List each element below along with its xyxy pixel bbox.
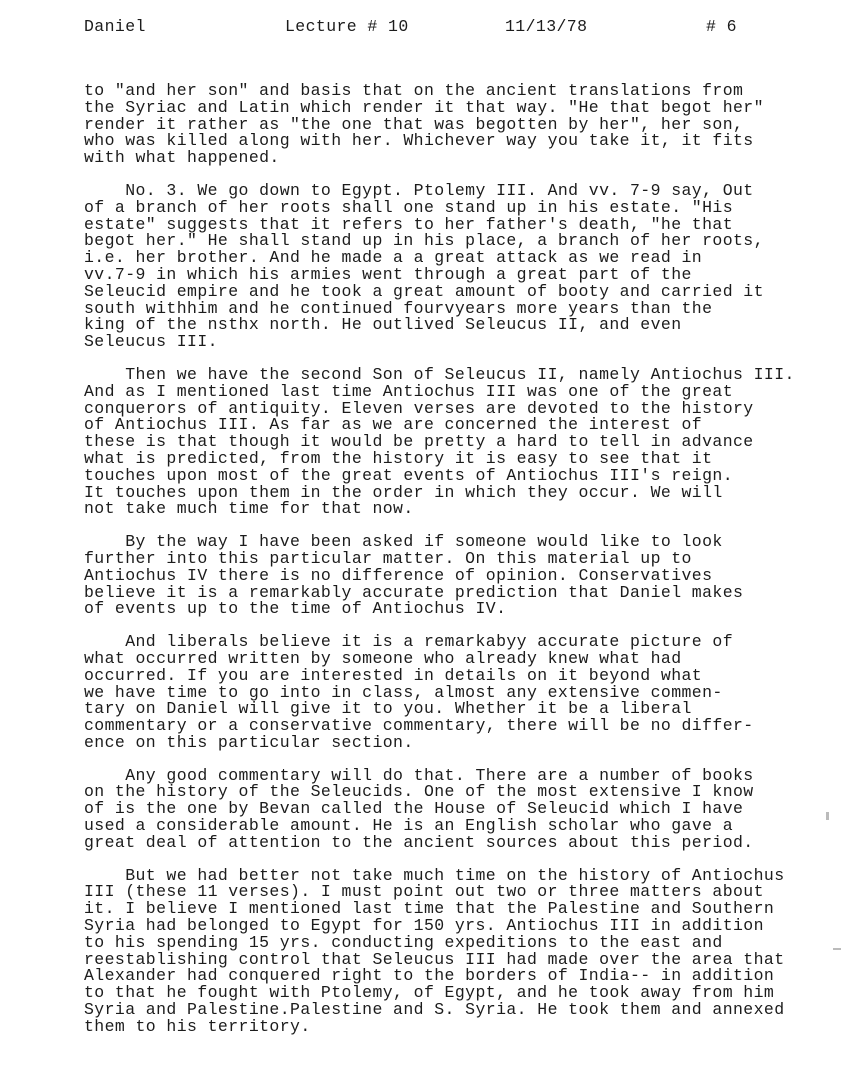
text-line: of Antiochus III. As far as we are concerned the interest of xyxy=(84,415,703,435)
course-title: Daniel xyxy=(84,17,146,36)
text-line: great deal of attention to the ancient sources about this period. xyxy=(84,832,754,852)
paragraph xyxy=(84,83,795,167)
text-line: on the history of the Seleucids. One of the most extensive I know xyxy=(84,782,754,802)
text-line: who was killed along with her. Whichever way you take it, it fits xyxy=(84,131,754,151)
text-line: king of the nsthx north. He outlived Seleucus II, and even xyxy=(84,315,682,335)
text-line: But we had better not take much time on the history of Antiochus xyxy=(84,865,785,885)
paragraph xyxy=(84,180,795,352)
text-line: south withhim and he continued fourvyears more years than the xyxy=(84,298,713,318)
text-line: tary on Daniel will give it to you. Whether it be a liberal xyxy=(84,699,692,719)
text-line: of events up to the time of Antiochus IV. xyxy=(84,599,507,619)
text-line: III (these 11 verses). I must point out two or three matters about xyxy=(84,882,764,902)
text-line: Then we have the second Son of Seleucus II, namely Antiochus III. xyxy=(84,364,795,384)
text-line: And as I mentioned last time Antiochus III was one of the great xyxy=(84,381,734,401)
scan-mark xyxy=(826,812,829,820)
paragraph xyxy=(84,765,795,852)
text-line: these is that though it would be pretty a hard to tell in advance xyxy=(84,432,754,452)
text-line: further into this particular matter. On this material up to xyxy=(84,548,692,568)
page-number: # 6 xyxy=(706,17,737,36)
lecture-number: Lecture # 10 xyxy=(285,17,409,36)
text-line: No. 3. We go down to Egypt. Ptolemy III. And vv. 7-9 say, Out xyxy=(84,180,754,200)
text-line: begot her." He shall stand up in his place, a branch of her roots, xyxy=(84,231,764,251)
text-line: Seleucus III. xyxy=(84,332,218,352)
text-line: Antiochus IV there is no difference of opinion. Conservatives xyxy=(84,565,713,585)
text-line: estate" suggests that it refers to her father's death, "he that xyxy=(84,214,734,234)
text-line: it. I believe I mentioned last time that the Palestine and Southern xyxy=(84,899,775,919)
text-line: By the way I have been asked if someone would like to look xyxy=(84,532,723,552)
text-line: conquerors of antiquity. Eleven verses are devoted to the history xyxy=(84,398,754,418)
paragraph xyxy=(84,865,795,1036)
paragraph xyxy=(84,634,795,752)
text-line: with what happened. xyxy=(84,148,280,168)
paragraph xyxy=(84,364,795,519)
text-line: of is the one by Bevan called the House of Seleucid which I have xyxy=(84,799,744,819)
text-line: to "and her son" and basis that on the ancient translations from xyxy=(84,81,744,100)
text-line: vv.7-9 in which his armies went through a great part of the xyxy=(84,264,692,284)
document-body xyxy=(84,83,795,1052)
text-line: to that he fought with Ptolemy, of Egypt, and he took away from him xyxy=(84,983,775,1003)
text-line: i.e. her brother. And he made a a great attack as we read in xyxy=(84,248,703,268)
text-line: used a considerable amount. He is an English scholar who gave a xyxy=(84,816,734,836)
text-line: to his spending 15 yrs. conducting expeditions to the east and xyxy=(84,932,723,952)
text-line: Seleucid empire and he took a great amount of booty and carried it xyxy=(84,281,764,301)
text-line: Any good commentary will do that. There are a number of books xyxy=(84,765,754,785)
text-line: what is predicted, from the history it is easy to see that it xyxy=(84,448,713,468)
text-line: of a branch of her roots shall one stand up in his estate. "His xyxy=(84,197,734,217)
text-line: not take much time for that now. xyxy=(84,499,414,519)
text-line: ence on this particular section. xyxy=(84,732,414,752)
paragraph xyxy=(84,534,795,618)
text-line: Alexander had conquered right to the borders of India-- in addition xyxy=(84,966,775,986)
text-line: Syria and Palestine.Palestine and S. Syria. He took them and annexed xyxy=(84,1000,785,1020)
scan-mark xyxy=(833,948,841,950)
text-line: And liberals believe it is a remarkabyy accurate picture of xyxy=(84,632,734,652)
text-line: touches upon most of the great events of Antiochus III's reign. xyxy=(84,465,734,485)
text-line: them to his territory. xyxy=(84,1016,311,1036)
text-line: render it rather as "the one that was begotten by her", her son, xyxy=(84,114,744,134)
text-line: believe it is a remarkably accurate prediction that Daniel makes xyxy=(84,582,744,602)
text-line: reestablishing control that Seleucus III had made over the area that xyxy=(84,949,785,969)
text-line: Syria had belonged to Egypt for 150 yrs. Antiochus III in addition xyxy=(84,916,764,936)
text-line: the Syriac and Latin which render it that way. "He that begot her" xyxy=(84,97,764,117)
text-line: It touches upon them in the order in which they occur. We will xyxy=(84,482,723,502)
text-line: occurred. If you are interested in details on it beyond what xyxy=(84,665,703,685)
text-line: what occurred written by someone who already knew what had xyxy=(84,648,682,668)
lecture-date: 11/13/78 xyxy=(505,17,588,36)
text-line: commentary or a conservative commentary, there will be no differ- xyxy=(84,716,754,736)
text-line: we have time to go into in class, almost any extensive commen- xyxy=(84,682,723,702)
